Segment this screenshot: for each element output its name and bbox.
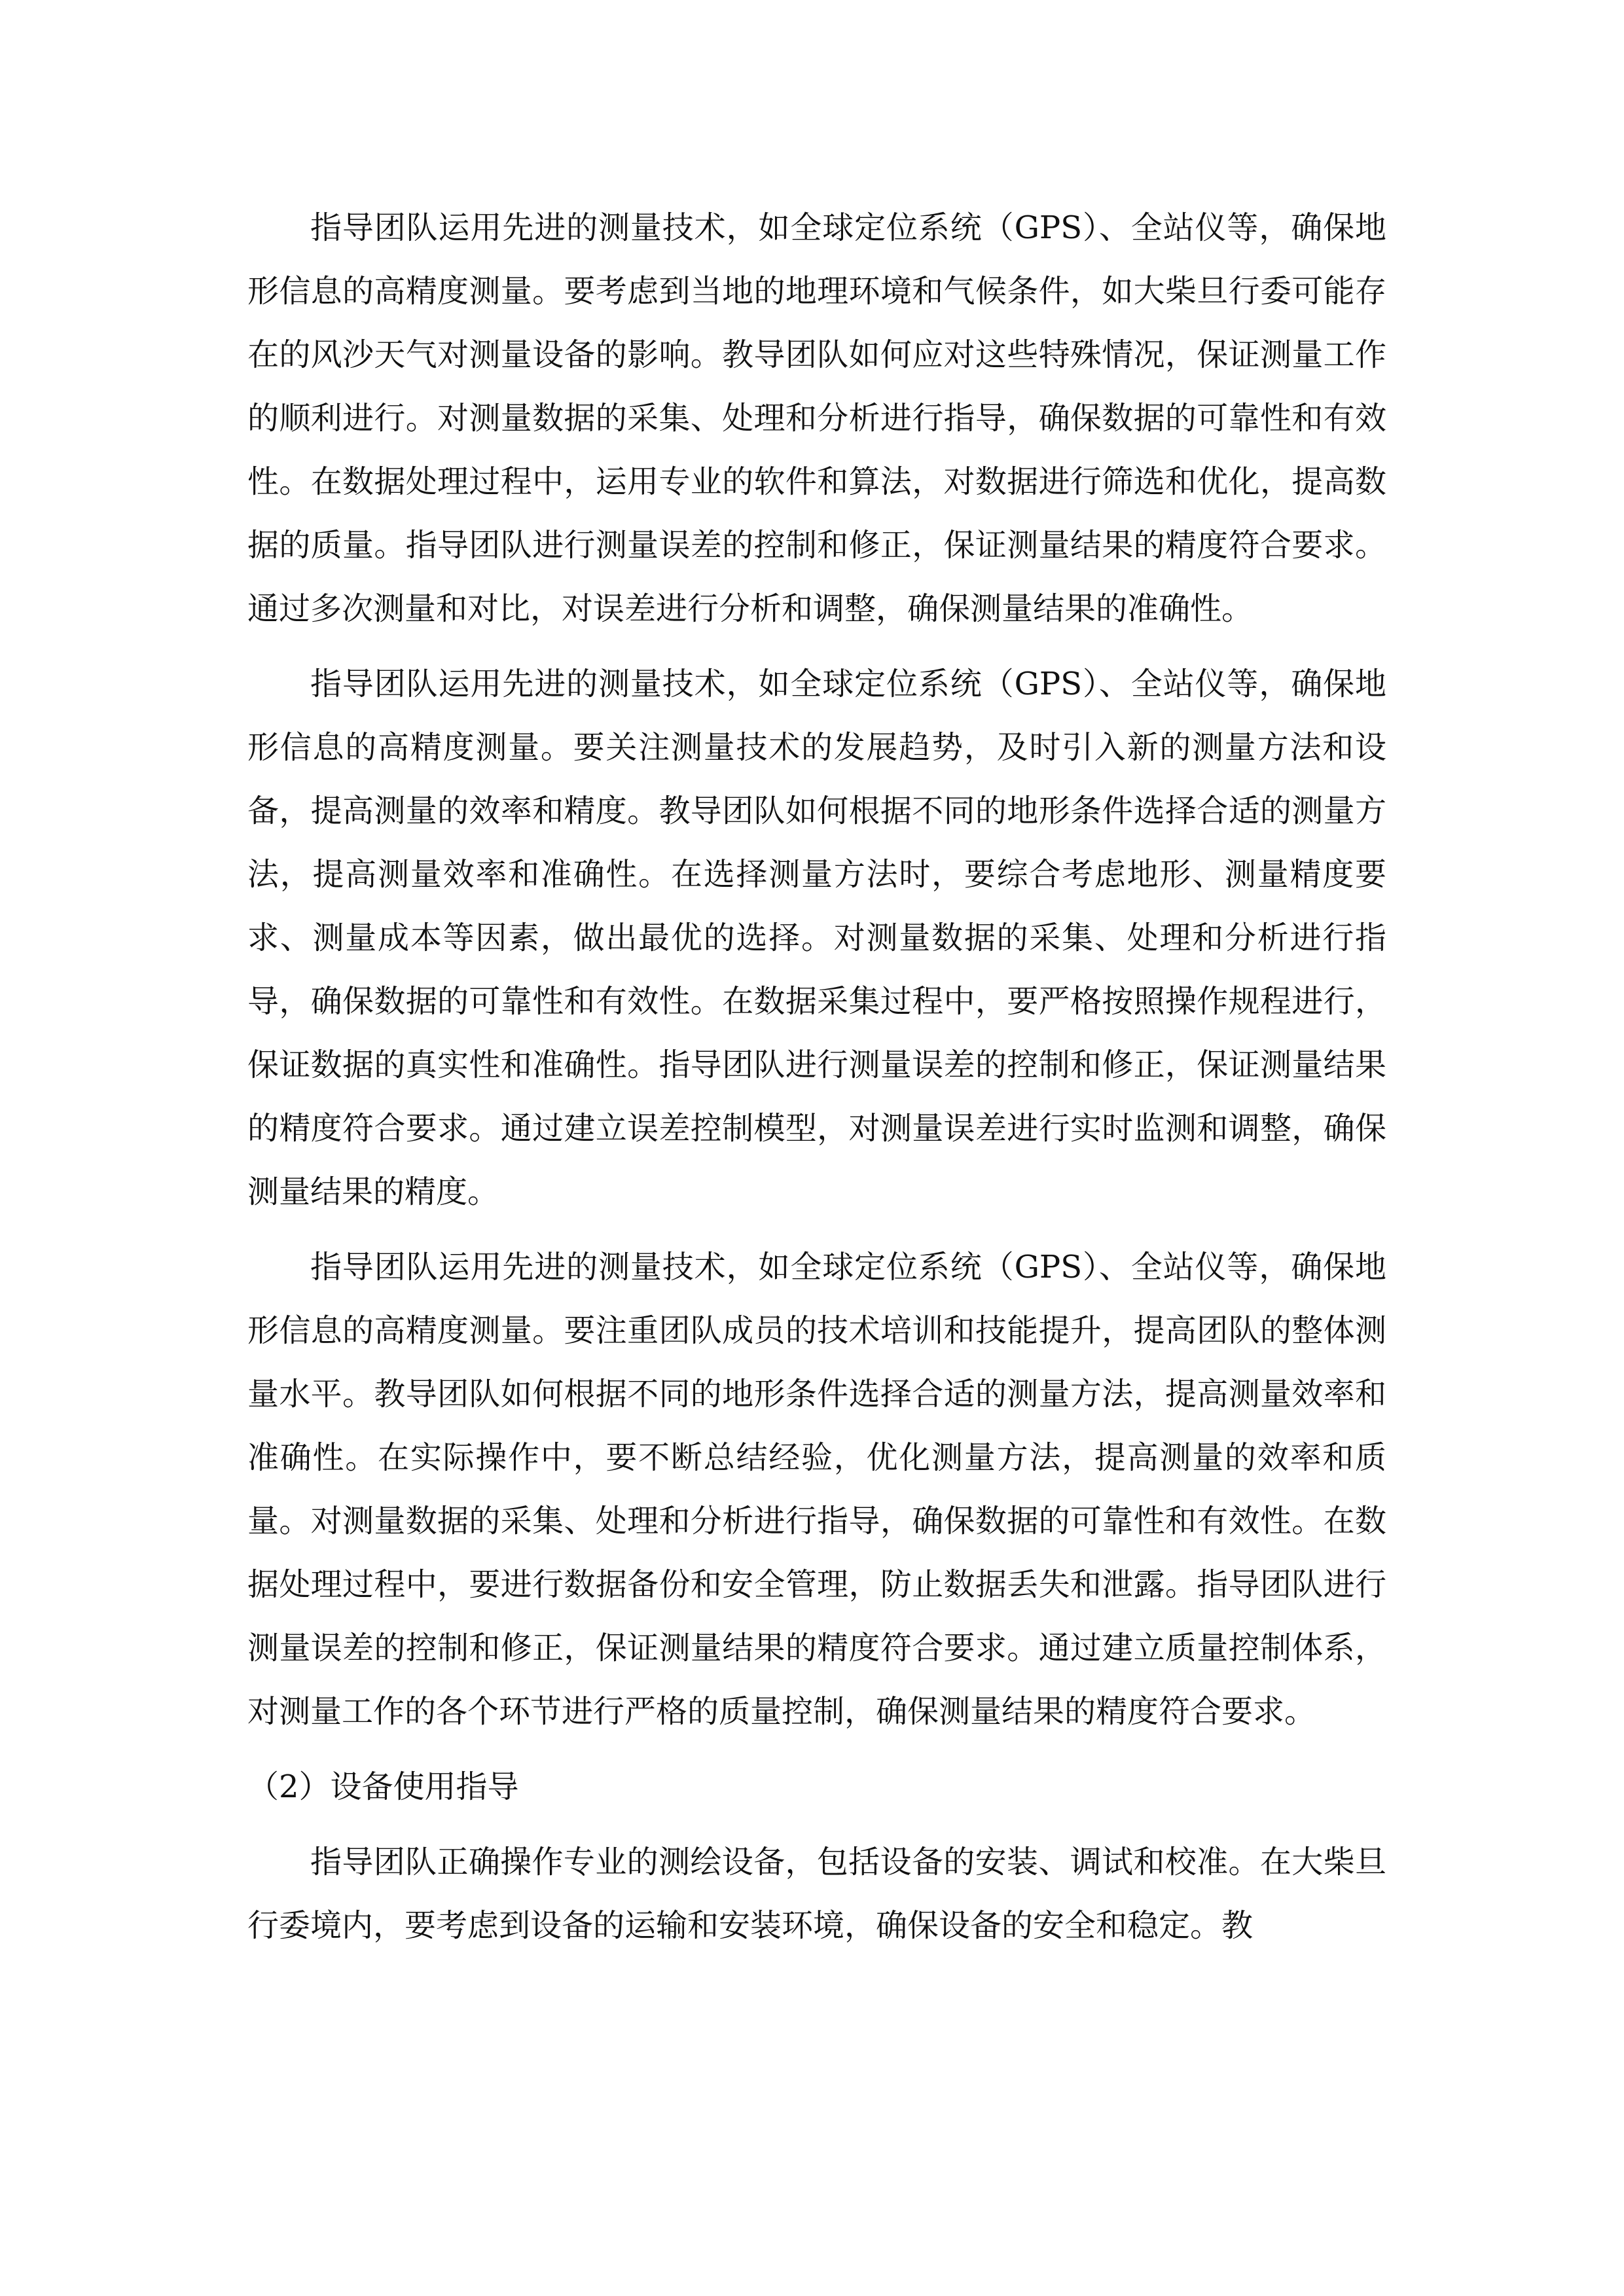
body-paragraph-4: 指导团队正确操作专业的测绘设备，包括设备的安装、调试和校准。在大柴旦行委境内，要考虑到设备的运输和安装环境，确保设备的安全和稳定。教 [247, 1844, 1386, 1944]
body-paragraph-2: 指导团队运用先进的测量技术，如全球定位系统（GPS）、全站仪等，确保地形信息的高精度测量。要关注测量技术的发展趋势，及时引入新的测量方法和设备，提高测量的效率和精度。教导团队如何根据不同的地形条件选择合适的测量方法，提高测量效率和准确性。在选择测量方法时，要综合考虑地形、测量精度要求、测量成本等因素，做出最优的选择。对测量数据的采集、处理和分析进行指导，确保数据的可靠性和有效性。在数据采集过程中，要严格按照操作规程进行，保证数据的真实性和准确性。指导团队进行测量误差的控制和修正，保证测量结果的精度符合要求。通过建立误差控制模型，对测量误差进行实时监测和调整，确保测量结果的精度。 [247, 666, 1386, 1210]
body-paragraph-3: 指导团队运用先进的测量技术，如全球定位系统（GPS）、全站仪等，确保地形信息的高精度测量。要注重团队成员的技术培训和技能提升，提高团队的整体测量水平。教导团队如何根据不同的地形条件选择合适的测量方法，提高测量效率和准确性。在实际操作中，要不断总结经验，优化测量方法，提高测量的效率和质量。对测量数据的采集、处理和分析进行指导，确保数据的可靠性和有效性。在数据处理过程中，要进行数据备份和安全管理，防止数据丢失和泄露。指导团队进行测量误差的控制和修正，保证测量结果的精度符合要求。通过建立质量控制体系，对测量工作的各个环节进行严格的质量控制，确保测量结果的精度符合要求。 [247, 1249, 1386, 1730]
document-page [247, 196, 1386, 1958]
section-heading: （2）设备使用指导 [247, 1768, 519, 1805]
body-paragraph-1: 指导团队运用先进的测量技术，如全球定位系统（GPS）、全站仪等，确保地形信息的高精度测量。要考虑到当地的地理环境和气候条件，如大柴旦行委可能存在的风沙天气对测量设备的影响。教导团队如何应对这些特殊情况，保证测量工作的顺利进行。对测量数据的采集、处理和分析进行指导，确保数据的可靠性和有效性。在数据处理过程中，运用专业的软件和算法，对数据进行筛选和优化，提高数据的质量。指导团队进行测量误差的控制和修正，保证测量结果的精度符合要求。通过多次测量和对比，对误差进行分析和调整，确保测量结果的准确性。 [247, 209, 1386, 627]
